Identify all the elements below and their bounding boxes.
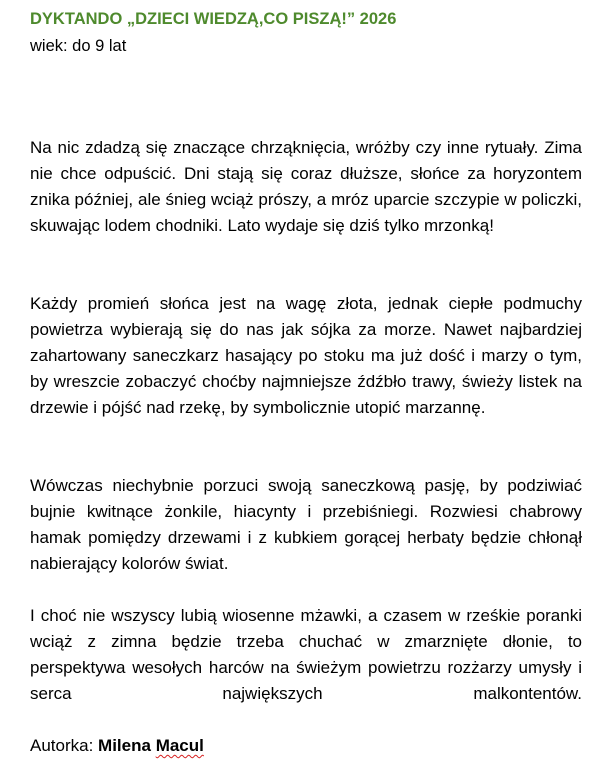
author-first-name: Milena bbox=[98, 736, 151, 755]
author-line bbox=[30, 734, 204, 758]
age-category: wiek: do 9 lat bbox=[30, 37, 127, 55]
paragraph-3[interactable]: Wówczas niechybnie porzuci swoją saneczkową pasję, by podziwiać bujnie kwitnące żonkile, hiacynty i przebiśniegi. Rozwiesi chabrowy hamak pomiędzy drzewami i z kubkiem gorącej herbaty będzie chłonął nabierający kolorów świat. bbox=[30, 476, 582, 573]
document-title: DYKTANDO „DZIECI WIEDZĄ,CO PISZĄ!” 2026 bbox=[30, 10, 397, 28]
author-label: Autorka: bbox=[30, 736, 94, 755]
paragraph-2[interactable]: Każdy promień słońca jest na wagę złota, jednak ciepłe podmuchy powietrza wybierają się do nas jak sójka za morze. Nawet najbardziej zahartowany saneczkarz hasający po stoku ma już dość i marzy o tym, by wreszcie zobaczyć choćby najmniejsze źdźbło trawy, świeży listek na drzewie i pójść nad rzekę, by symbolicznie utopić marzannę. bbox=[30, 294, 582, 417]
author-last-name-spellcheck[interactable]: Macul bbox=[155, 736, 204, 755]
author-name bbox=[98, 736, 204, 755]
paragraph-1[interactable]: Na nic zdadzą się znaczące chrząknięcia, wróżby czy inne rytuały. Zima nie chce odpuścić. Dni stają się coraz dłuższe, słońce za horyzontem znika później, ale śnieg wciąż prószy, a mróz uparcie szczypie w policzki, skuwając lodem chodniki. Lato wydaje się dziś tylko mrzonką! bbox=[30, 138, 582, 235]
paragraph-4[interactable]: I choć nie wszyscy lubią wiosenne mżawki, a czasem w rześkie poranki wciąż z zimna będzie trzeba chuchać w zmarznięte dłonie, to perspektywa wesołych harców na świeżym powietrzu rozżarzy umysły i serca największych malkontentów. bbox=[30, 606, 582, 703]
